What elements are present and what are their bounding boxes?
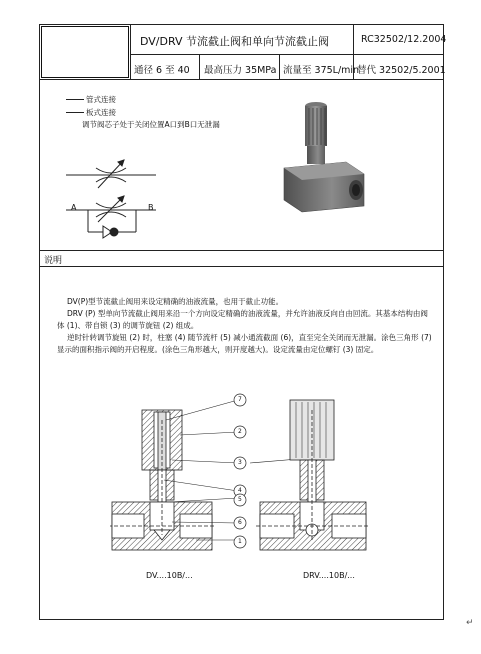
description-paragraph-3: 逆时针转调节旋钮 (2) 时，柱塞 (4) 随节流杆 (5) 减小通流截面 (6)，直至完全关闭而无泄漏。涂色三角形 (7) 显示的面积指示阀的开启程度。(涂色三角形越大，则开度越大)。设定流量由定位螺钉 (3) 固定。 <box>57 333 432 354</box>
hydraulic-symbol-diagram <box>60 150 170 245</box>
callout-6: 6 <box>238 519 242 526</box>
caption-dv: DV....10B/... <box>146 571 193 580</box>
header-divider-v4 <box>279 54 280 80</box>
max-flow: 流量至 375L/min <box>283 65 360 76</box>
max-pressure: 最高压力 35MPa <box>204 65 277 76</box>
legend-line-1 <box>66 99 84 100</box>
legend-plate-connection: 板式连接 <box>86 108 116 117</box>
legend-line-2 <box>66 112 84 113</box>
caption-drv: DRV....10B/... <box>303 571 355 580</box>
valve-product-photo <box>272 90 372 220</box>
header-divider-v3 <box>199 54 200 80</box>
callout-5: 5 <box>238 496 242 503</box>
callout-circles <box>230 390 250 555</box>
replaces-code: 替代 32502/5.2001 <box>357 65 446 76</box>
port-a-label: A <box>71 203 77 212</box>
return-mark-icon: ↵ <box>466 618 474 628</box>
callout-1: 1 <box>238 538 242 545</box>
size-range: 通径 6 至 40 <box>134 65 190 76</box>
callout-4: 4 <box>238 487 242 494</box>
document-code: RC32502/12.2004 <box>361 34 447 45</box>
legend-pipe-connection: 管式连接 <box>86 95 116 104</box>
logo-placeholder-box <box>41 26 129 78</box>
callout-7: 7 <box>238 396 242 403</box>
section-divider-bottom <box>39 266 444 267</box>
description-paragraph-1: DV(P)型节流截止阀用来设定精确的油液流量，也用于截止功能。 <box>67 297 284 306</box>
throttle-check-symbol-lower <box>66 196 156 238</box>
document-title: DV/DRV 节流截止阀和单向节流截止阀 <box>140 35 330 48</box>
callout-3: 3 <box>238 459 242 466</box>
dv-section-view <box>110 410 216 550</box>
description-paragraph-2: DRV (P) 型单向节流截止阀用来沿一个方向设定精确的油液流量，并允许油液反向自由回流。其基本结构由阀体 (1)、带自锁 (3) 的调节旋钮 (2) 组成。 <box>57 309 428 330</box>
section-divider-top <box>39 250 444 251</box>
section-label-description: 说明 <box>44 256 63 266</box>
throttle-symbol-upper <box>66 160 156 188</box>
drv-section-view <box>256 400 370 550</box>
legend-closed-note: 调节阀芯子处于关闭位置A口到B口无泄漏 <box>82 120 220 129</box>
callout-2: 2 <box>238 428 242 435</box>
header-divider-middle <box>130 54 444 55</box>
header-divider-bottom <box>39 79 444 80</box>
sectional-drawings <box>110 390 400 575</box>
port-b-label: B <box>148 203 154 212</box>
header-divider-v1 <box>130 24 131 80</box>
